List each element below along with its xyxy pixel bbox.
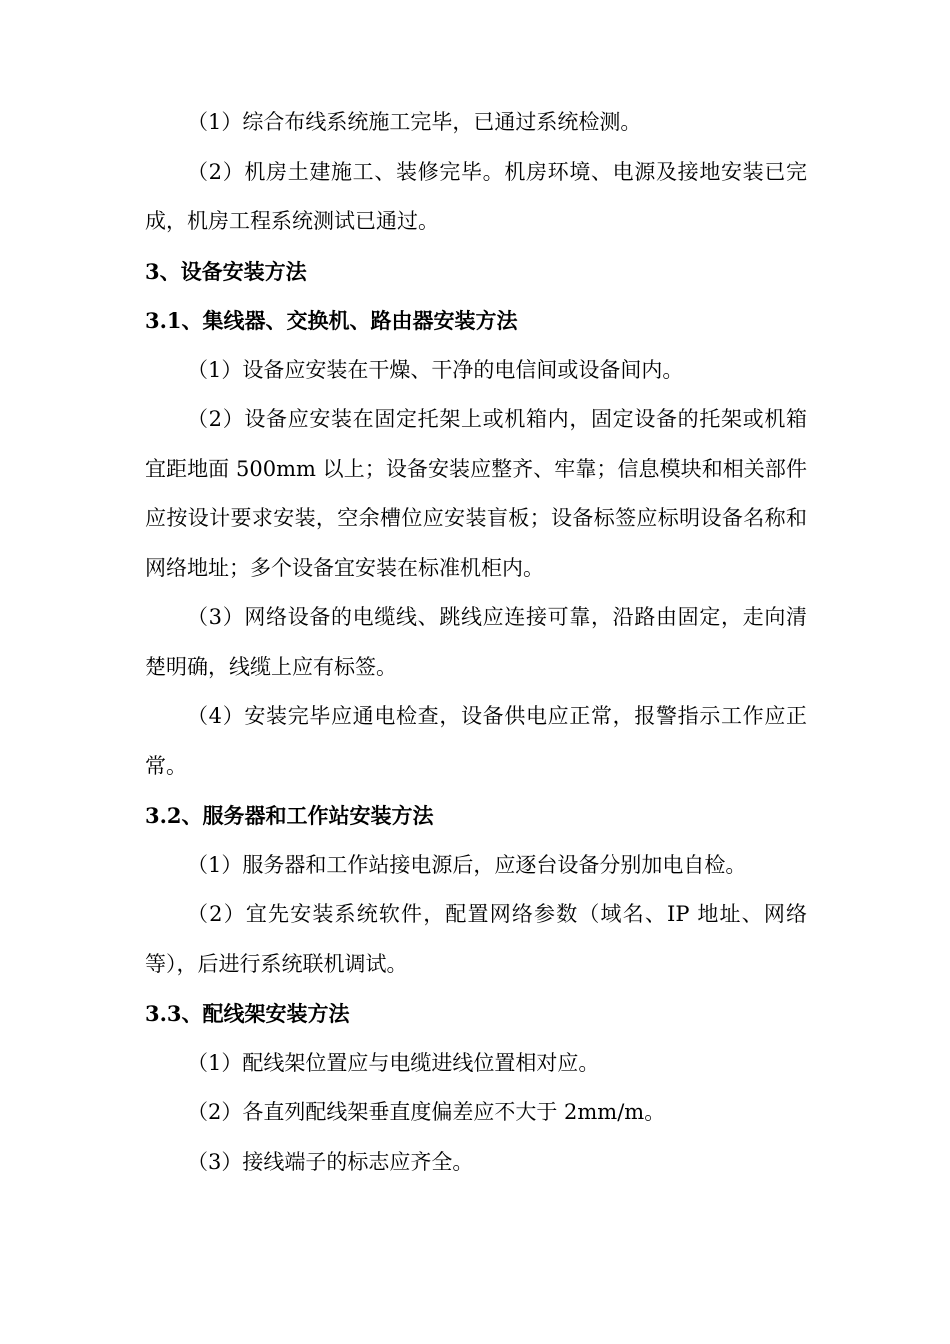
paragraph-3-2-item-1: （1）服务器和工作站接电源后，应逐台设备分别加电自检。	[187, 852, 747, 877]
paragraph-3-1-item-4: （4）安装完毕应通电检查，设备供电应正常，报警指示工作应正常。	[145, 704, 807, 778]
section-heading-3: 3、设备安装方法	[145, 258, 307, 284]
paragraph-3-2-item-2: （2）宜先安装系统软件，配置网络参数（域名、IP 地址、网络等），后进行系统联机调试。	[145, 902, 807, 976]
subsection-heading-3-2: 3.2、服务器和工作站安装方法	[145, 803, 434, 828]
subsection-heading-3-3: 3.3、配线架安装方法	[145, 1001, 350, 1026]
subsection-heading-3-1: 3.1、集线器、交换机、路由器安装方法	[145, 308, 518, 333]
paragraph-3-1-item-1: （1）设备应安装在干燥、干净的电信间或设备间内。	[187, 357, 684, 382]
paragraph-3-1-item-2: （2）设备应安装在固定托架上或机箱内，固定设备的托架或机箱宜距地面 500mm 以上；设备安装应整齐、牢靠；信息模块和相关部件应按设计要求安装，空余槽位应安装盲板；设备标签应标明设备名称和网络地址；多个设备宜安装在标准机柜内。	[145, 407, 807, 580]
paragraph-item-2: （2）机房土建施工、装修完毕。机房环境、电源及接地安装已完成，机房工程系统测试已通过。	[145, 159, 807, 233]
paragraph-3-1-item-3: （3）网络设备的电缆线、跳线应连接可靠，沿路由固定，走向清楚明确，线缆上应有标签。	[145, 605, 807, 679]
paragraph-3-3-item-3: （3）接线端子的标志应齐全。	[187, 1149, 474, 1174]
paragraph-3-3-item-1: （1）配线架位置应与电缆进线位置相对应。	[187, 1050, 600, 1075]
document-body	[145, 98, 807, 1187]
paragraph-item-1: （1）综合布线系统施工完毕，已通过系统检测。	[187, 110, 642, 134]
paragraph-3-3-item-2: （2）各直列配线架垂直度偏差应不大于 2mm/m。	[187, 1100, 666, 1124]
